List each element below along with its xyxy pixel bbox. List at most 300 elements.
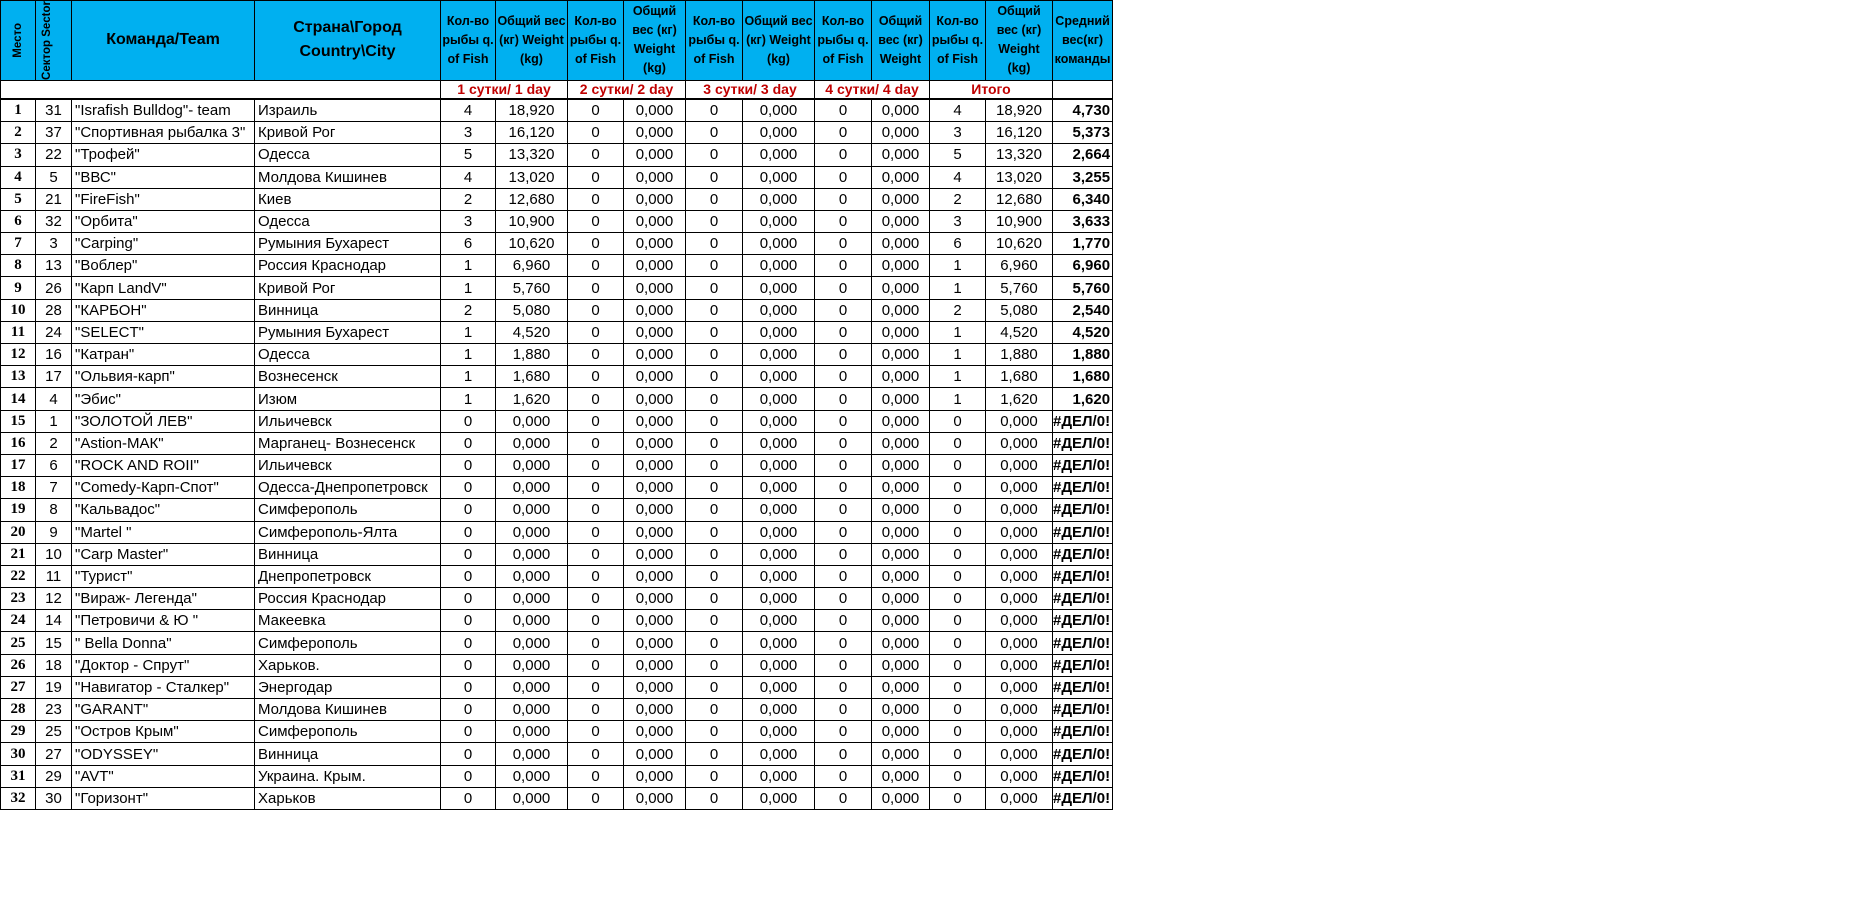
day2-qty-cell[interactable]: 0 bbox=[568, 477, 624, 499]
day3-weight-cell[interactable]: 0,000 bbox=[743, 366, 815, 388]
team-name-cell[interactable]: "Carp Master" bbox=[72, 543, 255, 565]
day4-weight-cell[interactable]: 0,000 bbox=[872, 743, 930, 765]
day3-qty-cell[interactable]: 0 bbox=[686, 410, 743, 432]
average-weight-cell[interactable]: #ДЕЛ/0! bbox=[1053, 654, 1113, 676]
total-weight-cell[interactable]: 0,000 bbox=[986, 610, 1053, 632]
total-weight-cell[interactable]: 0,000 bbox=[986, 699, 1053, 721]
day3-weight-cell[interactable]: 0,000 bbox=[743, 233, 815, 255]
day1-weight-cell[interactable]: 1,880 bbox=[496, 344, 568, 366]
team-name-cell[interactable]: "Кальвадос" bbox=[72, 499, 255, 521]
place-cell[interactable]: 29 bbox=[1, 721, 36, 743]
day3-weight-cell[interactable]: 0,000 bbox=[743, 344, 815, 366]
day3-weight-cell[interactable]: 0,000 bbox=[743, 565, 815, 587]
average-weight-cell[interactable]: #ДЕЛ/0! bbox=[1053, 477, 1113, 499]
day2-weight-cell[interactable]: 0,000 bbox=[624, 122, 686, 144]
city-cell[interactable]: Румыния Бухарест bbox=[255, 233, 441, 255]
total-qty-cell[interactable]: 1 bbox=[930, 277, 986, 299]
day4-weight-cell[interactable]: 0,000 bbox=[872, 344, 930, 366]
city-cell[interactable]: Симферополь bbox=[255, 632, 441, 654]
sector-cell[interactable]: 9 bbox=[36, 521, 72, 543]
day4-weight-cell[interactable]: 0,000 bbox=[872, 721, 930, 743]
city-cell[interactable]: Израиль bbox=[255, 99, 441, 122]
day1-qty-cell[interactable]: 1 bbox=[441, 255, 496, 277]
day4-weight-cell[interactable]: 0,000 bbox=[872, 765, 930, 787]
day4-weight-cell[interactable]: 0,000 bbox=[872, 610, 930, 632]
day4-qty-cell[interactable]: 0 bbox=[815, 166, 872, 188]
average-weight-cell[interactable]: #ДЕЛ/0! bbox=[1053, 499, 1113, 521]
team-name-cell[interactable]: "Карп LandV" bbox=[72, 277, 255, 299]
table-row[interactable] bbox=[1, 454, 1113, 476]
total-qty-cell[interactable]: 0 bbox=[930, 721, 986, 743]
day4-weight-cell[interactable]: 0,000 bbox=[872, 499, 930, 521]
place-cell[interactable]: 32 bbox=[1, 787, 36, 809]
total-qty-cell[interactable]: 0 bbox=[930, 787, 986, 809]
day3-weight-cell[interactable]: 0,000 bbox=[743, 299, 815, 321]
total-weight-cell[interactable]: 16,120 bbox=[986, 122, 1053, 144]
total-qty-cell[interactable]: 1 bbox=[930, 344, 986, 366]
day1-weight-cell[interactable]: 1,680 bbox=[496, 366, 568, 388]
day1-weight-cell[interactable]: 0,000 bbox=[496, 654, 568, 676]
city-cell[interactable]: Кривой Рог bbox=[255, 122, 441, 144]
day2-weight-cell[interactable]: 0,000 bbox=[624, 610, 686, 632]
team-name-cell[interactable]: "FireFish" bbox=[72, 188, 255, 210]
day3-qty-cell[interactable]: 0 bbox=[686, 787, 743, 809]
total-qty-cell[interactable]: 0 bbox=[930, 477, 986, 499]
average-weight-cell[interactable]: 3,633 bbox=[1053, 210, 1113, 232]
day1-weight-cell[interactable]: 0,000 bbox=[496, 699, 568, 721]
day2-qty-cell[interactable]: 0 bbox=[568, 210, 624, 232]
total-weight-cell[interactable]: 0,000 bbox=[986, 632, 1053, 654]
total-qty-cell[interactable]: 0 bbox=[930, 654, 986, 676]
city-cell[interactable]: Одесса bbox=[255, 344, 441, 366]
table-row[interactable] bbox=[1, 543, 1113, 565]
day2-qty-cell[interactable]: 0 bbox=[568, 233, 624, 255]
total-qty-cell[interactable]: 0 bbox=[930, 454, 986, 476]
day1-qty-cell[interactable]: 0 bbox=[441, 432, 496, 454]
col-q1-header[interactable]: Кол-во рыбы q. of Fish bbox=[441, 1, 496, 81]
total-weight-cell[interactable]: 10,900 bbox=[986, 210, 1053, 232]
day1-qty-cell[interactable]: 1 bbox=[441, 388, 496, 410]
total-weight-cell[interactable]: 6,960 bbox=[986, 255, 1053, 277]
day2-weight-cell[interactable]: 0,000 bbox=[624, 99, 686, 122]
total-qty-cell[interactable]: 0 bbox=[930, 521, 986, 543]
team-name-cell[interactable]: "ВВС" bbox=[72, 166, 255, 188]
team-name-cell[interactable]: "GARANT" bbox=[72, 699, 255, 721]
day2-weight-cell[interactable]: 0,000 bbox=[624, 366, 686, 388]
day2-weight-cell[interactable]: 0,000 bbox=[624, 654, 686, 676]
total-qty-cell[interactable]: 0 bbox=[930, 432, 986, 454]
average-weight-cell[interactable]: #ДЕЛ/0! bbox=[1053, 765, 1113, 787]
team-name-cell[interactable]: "Остров Крым" bbox=[72, 721, 255, 743]
total-qty-cell[interactable]: 5 bbox=[930, 144, 986, 166]
day1-weight-cell[interactable]: 0,000 bbox=[496, 743, 568, 765]
day1-qty-cell[interactable]: 1 bbox=[441, 321, 496, 343]
average-weight-cell[interactable]: #ДЕЛ/0! bbox=[1053, 565, 1113, 587]
day4-weight-cell[interactable]: 0,000 bbox=[872, 477, 930, 499]
sector-cell[interactable]: 24 bbox=[36, 321, 72, 343]
day2-weight-cell[interactable]: 0,000 bbox=[624, 321, 686, 343]
total-qty-cell[interactable]: 4 bbox=[930, 166, 986, 188]
day3-qty-cell[interactable]: 0 bbox=[686, 765, 743, 787]
day4-qty-cell[interactable]: 0 bbox=[815, 699, 872, 721]
total-weight-cell[interactable]: 0,000 bbox=[986, 543, 1053, 565]
day1-weight-cell[interactable]: 0,000 bbox=[496, 499, 568, 521]
average-weight-cell[interactable]: #ДЕЛ/0! bbox=[1053, 632, 1113, 654]
total-qty-cell[interactable]: 3 bbox=[930, 122, 986, 144]
day4-qty-cell[interactable]: 0 bbox=[815, 388, 872, 410]
day3-qty-cell[interactable]: 0 bbox=[686, 565, 743, 587]
day1-weight-cell[interactable]: 1,620 bbox=[496, 388, 568, 410]
day3-weight-cell[interactable]: 0,000 bbox=[743, 321, 815, 343]
total-qty-cell[interactable]: 0 bbox=[930, 410, 986, 432]
day-4-label[interactable]: 4 сутки/ 4 day bbox=[815, 80, 930, 99]
day4-weight-cell[interactable]: 0,000 bbox=[872, 299, 930, 321]
average-weight-cell[interactable]: #ДЕЛ/0! bbox=[1053, 721, 1113, 743]
day4-weight-cell[interactable]: 0,000 bbox=[872, 321, 930, 343]
total-weight-cell[interactable]: 1,880 bbox=[986, 344, 1053, 366]
sector-cell[interactable]: 21 bbox=[36, 188, 72, 210]
day2-weight-cell[interactable]: 0,000 bbox=[624, 144, 686, 166]
day3-qty-cell[interactable]: 0 bbox=[686, 210, 743, 232]
day1-weight-cell[interactable]: 0,000 bbox=[496, 565, 568, 587]
total-qty-cell[interactable]: 0 bbox=[930, 676, 986, 698]
place-cell[interactable]: 1 bbox=[1, 99, 36, 122]
table-row[interactable] bbox=[1, 188, 1113, 210]
day3-weight-cell[interactable]: 0,000 bbox=[743, 122, 815, 144]
day3-weight-cell[interactable]: 0,000 bbox=[743, 521, 815, 543]
day4-qty-cell[interactable]: 0 bbox=[815, 144, 872, 166]
day2-qty-cell[interactable]: 0 bbox=[568, 299, 624, 321]
team-name-cell[interactable]: "Турист" bbox=[72, 565, 255, 587]
day1-qty-cell[interactable]: 4 bbox=[441, 166, 496, 188]
day2-qty-cell[interactable]: 0 bbox=[568, 144, 624, 166]
total-qty-cell[interactable]: 0 bbox=[930, 610, 986, 632]
day4-qty-cell[interactable]: 0 bbox=[815, 499, 872, 521]
team-name-cell[interactable]: "Доктор - Спрут" bbox=[72, 654, 255, 676]
day4-weight-cell[interactable]: 0,000 bbox=[872, 210, 930, 232]
day1-qty-cell[interactable]: 0 bbox=[441, 565, 496, 587]
day3-weight-cell[interactable]: 0,000 bbox=[743, 99, 815, 122]
team-name-cell[interactable]: "Навигатор - Сталкер" bbox=[72, 676, 255, 698]
day2-weight-cell[interactable]: 0,000 bbox=[624, 499, 686, 521]
average-weight-cell[interactable]: #ДЕЛ/0! bbox=[1053, 743, 1113, 765]
city-cell[interactable]: Молдова Кишинев bbox=[255, 166, 441, 188]
day2-weight-cell[interactable]: 0,000 bbox=[624, 676, 686, 698]
day1-weight-cell[interactable]: 4,520 bbox=[496, 321, 568, 343]
day3-qty-cell[interactable]: 0 bbox=[686, 188, 743, 210]
day1-qty-cell[interactable]: 0 bbox=[441, 787, 496, 809]
table-row[interactable] bbox=[1, 255, 1113, 277]
city-cell[interactable]: Ильичевск bbox=[255, 454, 441, 476]
day1-weight-cell[interactable]: 0,000 bbox=[496, 477, 568, 499]
total-weight-cell[interactable]: 0,000 bbox=[986, 454, 1053, 476]
day2-qty-cell[interactable]: 0 bbox=[568, 721, 624, 743]
day2-qty-cell[interactable]: 0 bbox=[568, 388, 624, 410]
total-weight-cell[interactable]: 0,000 bbox=[986, 721, 1053, 743]
total-weight-cell[interactable]: 0,000 bbox=[986, 787, 1053, 809]
sector-cell[interactable]: 10 bbox=[36, 543, 72, 565]
team-name-cell[interactable]: "Эбис" bbox=[72, 388, 255, 410]
day1-qty-cell[interactable]: 5 bbox=[441, 144, 496, 166]
table-row[interactable] bbox=[1, 166, 1113, 188]
sector-cell[interactable]: 4 bbox=[36, 388, 72, 410]
day1-qty-cell[interactable]: 0 bbox=[441, 721, 496, 743]
team-name-cell[interactable]: "Спортивная рыбалка 3" bbox=[72, 122, 255, 144]
table-row[interactable] bbox=[1, 787, 1113, 809]
day1-qty-cell[interactable]: 0 bbox=[441, 743, 496, 765]
day2-weight-cell[interactable]: 0,000 bbox=[624, 787, 686, 809]
day3-weight-cell[interactable]: 0,000 bbox=[743, 255, 815, 277]
table-row[interactable] bbox=[1, 565, 1113, 587]
day2-qty-cell[interactable]: 0 bbox=[568, 610, 624, 632]
day4-weight-cell[interactable]: 0,000 bbox=[872, 166, 930, 188]
team-name-cell[interactable]: "КАРБОН" bbox=[72, 299, 255, 321]
day4-qty-cell[interactable]: 0 bbox=[815, 743, 872, 765]
day4-qty-cell[interactable]: 0 bbox=[815, 477, 872, 499]
day4-qty-cell[interactable]: 0 bbox=[815, 366, 872, 388]
table-row[interactable] bbox=[1, 721, 1113, 743]
day1-weight-cell[interactable]: 13,020 bbox=[496, 166, 568, 188]
day1-qty-cell[interactable]: 0 bbox=[441, 588, 496, 610]
sector-cell[interactable]: 29 bbox=[36, 765, 72, 787]
total-weight-cell[interactable]: 0,000 bbox=[986, 477, 1053, 499]
place-cell[interactable]: 31 bbox=[1, 765, 36, 787]
place-cell[interactable]: 18 bbox=[1, 477, 36, 499]
day2-weight-cell[interactable]: 0,000 bbox=[624, 410, 686, 432]
city-cell[interactable]: Румыния Бухарест bbox=[255, 321, 441, 343]
place-cell[interactable]: 24 bbox=[1, 610, 36, 632]
day2-qty-cell[interactable]: 0 bbox=[568, 543, 624, 565]
day4-qty-cell[interactable]: 0 bbox=[815, 99, 872, 122]
table-row[interactable] bbox=[1, 277, 1113, 299]
day1-qty-cell[interactable]: 3 bbox=[441, 210, 496, 232]
day3-qty-cell[interactable]: 0 bbox=[686, 699, 743, 721]
day2-weight-cell[interactable]: 0,000 bbox=[624, 588, 686, 610]
day1-qty-cell[interactable]: 0 bbox=[441, 654, 496, 676]
total-weight-cell[interactable]: 0,000 bbox=[986, 499, 1053, 521]
day2-weight-cell[interactable]: 0,000 bbox=[624, 188, 686, 210]
day3-weight-cell[interactable]: 0,000 bbox=[743, 432, 815, 454]
day1-weight-cell[interactable]: 5,080 bbox=[496, 299, 568, 321]
day4-qty-cell[interactable]: 0 bbox=[815, 344, 872, 366]
day1-qty-cell[interactable]: 0 bbox=[441, 410, 496, 432]
city-cell[interactable]: Вознесенск bbox=[255, 366, 441, 388]
day4-weight-cell[interactable]: 0,000 bbox=[872, 521, 930, 543]
sector-cell[interactable]: 27 bbox=[36, 743, 72, 765]
sector-cell[interactable]: 16 bbox=[36, 344, 72, 366]
average-weight-cell[interactable]: #ДЕЛ/0! bbox=[1053, 521, 1113, 543]
team-name-cell[interactable]: "ODYSSEY" bbox=[72, 743, 255, 765]
average-weight-cell[interactable]: 2,540 bbox=[1053, 299, 1113, 321]
team-name-cell[interactable]: "AVT" bbox=[72, 765, 255, 787]
place-cell[interactable]: 3 bbox=[1, 144, 36, 166]
table-row[interactable] bbox=[1, 344, 1113, 366]
day3-qty-cell[interactable]: 0 bbox=[686, 454, 743, 476]
day4-qty-cell[interactable]: 0 bbox=[815, 210, 872, 232]
table-row[interactable] bbox=[1, 699, 1113, 721]
table-row[interactable] bbox=[1, 610, 1113, 632]
sector-cell[interactable]: 22 bbox=[36, 144, 72, 166]
place-cell[interactable]: 28 bbox=[1, 699, 36, 721]
day1-qty-cell[interactable]: 0 bbox=[441, 543, 496, 565]
day4-qty-cell[interactable]: 0 bbox=[815, 188, 872, 210]
total-qty-cell[interactable]: 0 bbox=[930, 588, 986, 610]
day2-qty-cell[interactable]: 0 bbox=[568, 99, 624, 122]
city-cell[interactable]: Симферополь-Ялта bbox=[255, 521, 441, 543]
day3-qty-cell[interactable]: 0 bbox=[686, 299, 743, 321]
place-cell[interactable]: 10 bbox=[1, 299, 36, 321]
day2-qty-cell[interactable]: 0 bbox=[568, 632, 624, 654]
day2-weight-cell[interactable]: 0,000 bbox=[624, 388, 686, 410]
day4-weight-cell[interactable]: 0,000 bbox=[872, 787, 930, 809]
day2-qty-cell[interactable]: 0 bbox=[568, 410, 624, 432]
day2-weight-cell[interactable]: 0,000 bbox=[624, 543, 686, 565]
day3-qty-cell[interactable]: 0 bbox=[686, 344, 743, 366]
sector-cell[interactable]: 37 bbox=[36, 122, 72, 144]
col-q4-header[interactable]: Кол-во рыбы q. of Fish bbox=[815, 1, 872, 81]
day2-qty-cell[interactable]: 0 bbox=[568, 122, 624, 144]
day3-qty-cell[interactable]: 0 bbox=[686, 632, 743, 654]
table-row[interactable] bbox=[1, 210, 1113, 232]
city-cell[interactable]: Винница bbox=[255, 543, 441, 565]
day3-weight-cell[interactable]: 0,000 bbox=[743, 676, 815, 698]
day4-weight-cell[interactable]: 0,000 bbox=[872, 588, 930, 610]
table-row[interactable] bbox=[1, 499, 1113, 521]
average-weight-cell[interactable]: #ДЕЛ/0! bbox=[1053, 588, 1113, 610]
total-weight-cell[interactable]: 0,000 bbox=[986, 588, 1053, 610]
day3-weight-cell[interactable]: 0,000 bbox=[743, 210, 815, 232]
day4-weight-cell[interactable]: 0,000 bbox=[872, 565, 930, 587]
place-cell[interactable]: 19 bbox=[1, 499, 36, 521]
day3-qty-cell[interactable]: 0 bbox=[686, 743, 743, 765]
team-name-cell[interactable]: "Comedy-Карп-Спот" bbox=[72, 477, 255, 499]
sector-cell[interactable]: 19 bbox=[36, 676, 72, 698]
day4-qty-cell[interactable]: 0 bbox=[815, 565, 872, 587]
day1-weight-cell[interactable]: 5,760 bbox=[496, 277, 568, 299]
day3-weight-cell[interactable]: 0,000 bbox=[743, 499, 815, 521]
day1-weight-cell[interactable]: 0,000 bbox=[496, 521, 568, 543]
city-cell[interactable]: Россия Краснодар bbox=[255, 588, 441, 610]
sector-cell[interactable]: 11 bbox=[36, 565, 72, 587]
table-row[interactable] bbox=[1, 410, 1113, 432]
day3-weight-cell[interactable]: 0,000 bbox=[743, 188, 815, 210]
day3-qty-cell[interactable]: 0 bbox=[686, 432, 743, 454]
place-cell[interactable]: 4 bbox=[1, 166, 36, 188]
total-weight-cell[interactable]: 1,620 bbox=[986, 388, 1053, 410]
day3-qty-cell[interactable]: 0 bbox=[686, 654, 743, 676]
total-qty-cell[interactable]: 6 bbox=[930, 233, 986, 255]
total-qty-cell[interactable]: 1 bbox=[930, 321, 986, 343]
day3-qty-cell[interactable]: 0 bbox=[686, 477, 743, 499]
day2-qty-cell[interactable]: 0 bbox=[568, 166, 624, 188]
day1-qty-cell[interactable]: 0 bbox=[441, 454, 496, 476]
day4-qty-cell[interactable]: 0 bbox=[815, 721, 872, 743]
day-2-label[interactable]: 2 сутки/ 2 day bbox=[568, 80, 686, 99]
day4-qty-cell[interactable]: 0 bbox=[815, 654, 872, 676]
day2-qty-cell[interactable]: 0 bbox=[568, 743, 624, 765]
team-name-cell[interactable]: "Трофей" bbox=[72, 144, 255, 166]
city-cell[interactable]: Россия Краснодар bbox=[255, 255, 441, 277]
team-name-cell[interactable]: "Carping" bbox=[72, 233, 255, 255]
day2-weight-cell[interactable]: 0,000 bbox=[624, 210, 686, 232]
day1-weight-cell[interactable]: 12,680 bbox=[496, 188, 568, 210]
team-name-cell[interactable]: "ROCK AND ROII" bbox=[72, 454, 255, 476]
team-name-cell[interactable]: "Martel " bbox=[72, 521, 255, 543]
day3-weight-cell[interactable]: 0,000 bbox=[743, 721, 815, 743]
team-name-cell[interactable]: "Горизонт" bbox=[72, 787, 255, 809]
sector-cell[interactable]: 25 bbox=[36, 721, 72, 743]
day1-qty-cell[interactable]: 0 bbox=[441, 477, 496, 499]
sector-cell[interactable]: 31 bbox=[36, 99, 72, 122]
team-name-cell[interactable]: "Israfish Bulldog"- team bbox=[72, 99, 255, 122]
day4-qty-cell[interactable]: 0 bbox=[815, 233, 872, 255]
day3-qty-cell[interactable]: 0 bbox=[686, 388, 743, 410]
day3-weight-cell[interactable]: 0,000 bbox=[743, 654, 815, 676]
day4-weight-cell[interactable]: 0,000 bbox=[872, 410, 930, 432]
day4-weight-cell[interactable]: 0,000 bbox=[872, 699, 930, 721]
day4-weight-cell[interactable]: 0,000 bbox=[872, 676, 930, 698]
day2-weight-cell[interactable]: 0,000 bbox=[624, 166, 686, 188]
team-name-cell[interactable]: " Bella Donna" bbox=[72, 632, 255, 654]
day1-qty-cell[interactable]: 1 bbox=[441, 344, 496, 366]
team-name-cell[interactable]: "ЗОЛОТОЙ ЛЕВ" bbox=[72, 410, 255, 432]
average-weight-cell[interactable]: 1,680 bbox=[1053, 366, 1113, 388]
col-team-header[interactable] bbox=[72, 1, 255, 81]
day2-qty-cell[interactable]: 0 bbox=[568, 366, 624, 388]
team-name-cell[interactable]: "Вираж- Легенда" bbox=[72, 588, 255, 610]
average-weight-cell[interactable]: 4,730 bbox=[1053, 99, 1113, 122]
col-avg-header[interactable]: Средний вес(кг) команды bbox=[1053, 1, 1113, 81]
day3-weight-cell[interactable]: 0,000 bbox=[743, 610, 815, 632]
total-qty-cell[interactable]: 0 bbox=[930, 565, 986, 587]
day3-qty-cell[interactable]: 0 bbox=[686, 122, 743, 144]
day1-qty-cell[interactable]: 6 bbox=[441, 233, 496, 255]
average-weight-cell[interactable]: #ДЕЛ/0! bbox=[1053, 410, 1113, 432]
day3-weight-cell[interactable]: 0,000 bbox=[743, 410, 815, 432]
day-3-label[interactable]: 3 сутки/ 3 day bbox=[686, 80, 815, 99]
day4-qty-cell[interactable]: 0 bbox=[815, 676, 872, 698]
day2-weight-cell[interactable]: 0,000 bbox=[624, 277, 686, 299]
day2-qty-cell[interactable]: 0 bbox=[568, 699, 624, 721]
total-qty-cell[interactable]: 2 bbox=[930, 299, 986, 321]
total-qty-cell[interactable]: 0 bbox=[930, 765, 986, 787]
day3-qty-cell[interactable]: 0 bbox=[686, 543, 743, 565]
average-weight-cell[interactable]: 3,255 bbox=[1053, 166, 1113, 188]
day3-qty-cell[interactable]: 0 bbox=[686, 99, 743, 122]
day2-weight-cell[interactable]: 0,000 bbox=[624, 344, 686, 366]
day4-weight-cell[interactable]: 0,000 bbox=[872, 233, 930, 255]
average-weight-cell[interactable]: 1,770 bbox=[1053, 233, 1113, 255]
day4-qty-cell[interactable]: 0 bbox=[815, 410, 872, 432]
average-weight-cell[interactable]: #ДЕЛ/0! bbox=[1053, 676, 1113, 698]
day4-qty-cell[interactable]: 0 bbox=[815, 632, 872, 654]
sector-cell[interactable]: 30 bbox=[36, 787, 72, 809]
day3-weight-cell[interactable]: 0,000 bbox=[743, 388, 815, 410]
day4-weight-cell[interactable]: 0,000 bbox=[872, 99, 930, 122]
sector-cell[interactable]: 6 bbox=[36, 454, 72, 476]
total-qty-cell[interactable]: 1 bbox=[930, 255, 986, 277]
total-weight-cell[interactable]: 1,680 bbox=[986, 366, 1053, 388]
day1-weight-cell[interactable]: 0,000 bbox=[496, 588, 568, 610]
day1-weight-cell[interactable]: 0,000 bbox=[496, 787, 568, 809]
total-weight-cell[interactable]: 5,080 bbox=[986, 299, 1053, 321]
day2-qty-cell[interactable]: 0 bbox=[568, 255, 624, 277]
day1-qty-cell[interactable]: 0 bbox=[441, 632, 496, 654]
team-name-cell[interactable]: "Катран" bbox=[72, 344, 255, 366]
total-weight-cell[interactable]: 10,620 bbox=[986, 233, 1053, 255]
sector-cell[interactable]: 7 bbox=[36, 477, 72, 499]
col-w2-header[interactable]: Общий вес (кг) Weight (kg) bbox=[624, 1, 686, 81]
